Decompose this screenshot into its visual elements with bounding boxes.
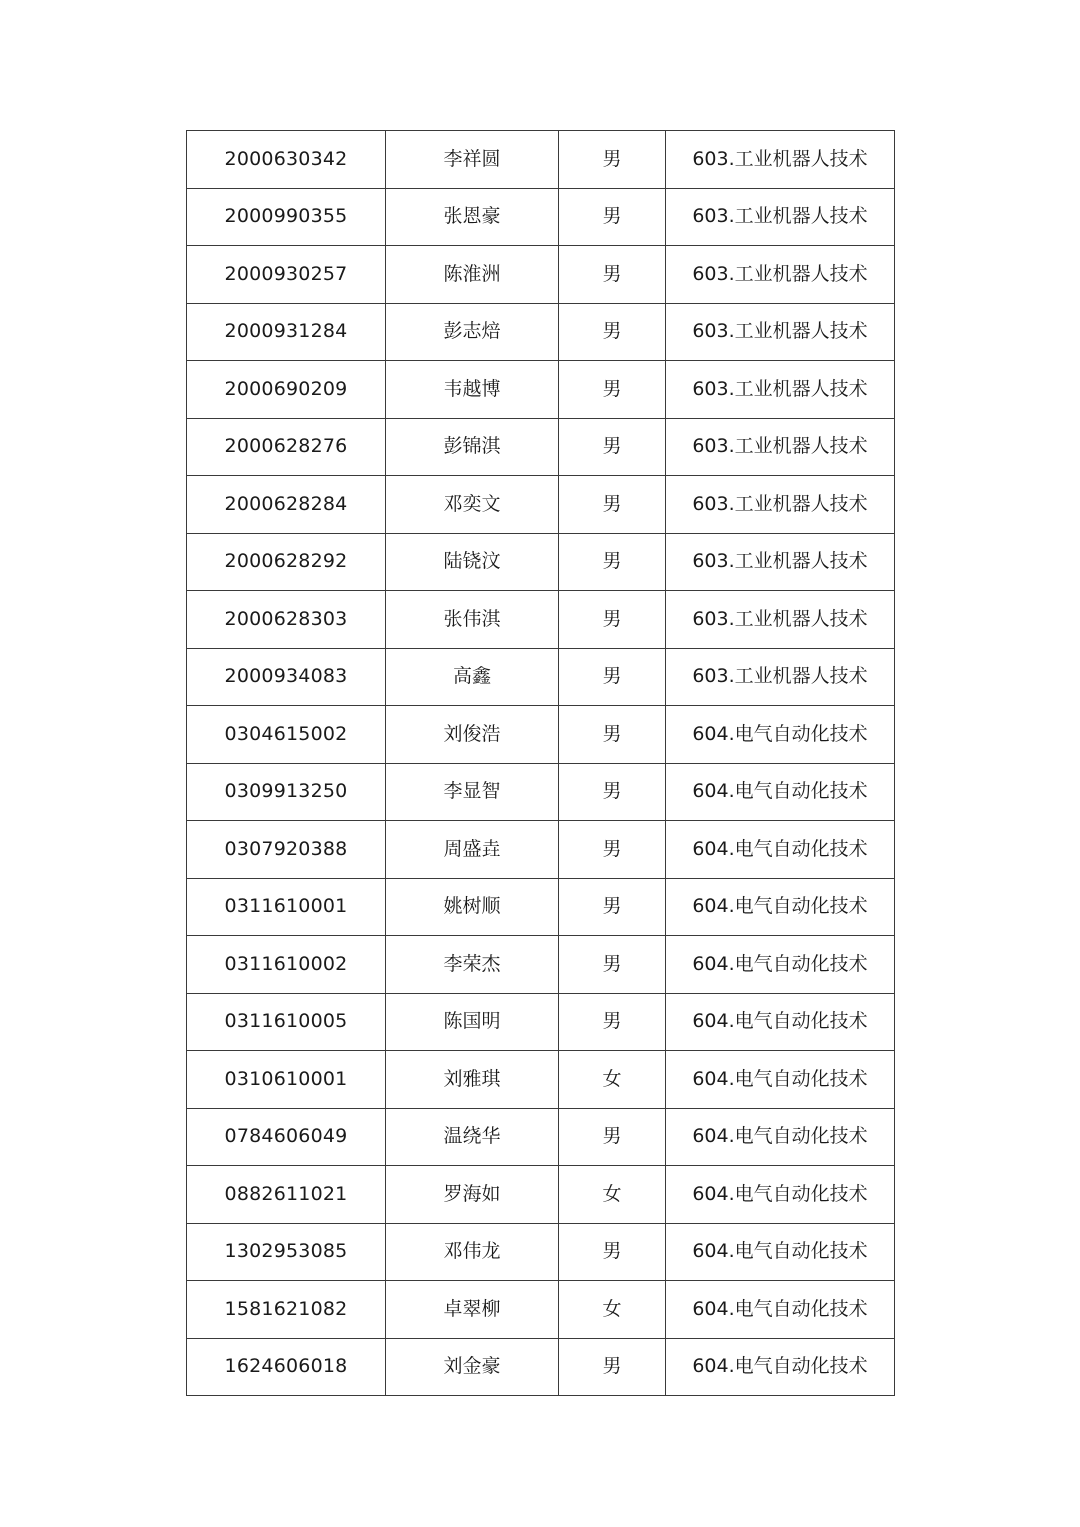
student-name-cell: 韦越博	[386, 361, 559, 419]
gender-cell: 男	[559, 246, 666, 304]
table-row	[187, 706, 895, 764]
gender-cell: 男	[559, 821, 666, 879]
student-id-cell: 0311610005	[187, 993, 386, 1051]
student-name-cell: 罗海如	[386, 1166, 559, 1224]
table-row	[187, 878, 895, 936]
gender-cell: 女	[559, 1051, 666, 1109]
student-name-cell: 陆铙汶	[386, 533, 559, 591]
table-row	[187, 648, 895, 706]
table-row	[187, 476, 895, 534]
student-id-cell: 0311610002	[187, 936, 386, 994]
major-cell: 604.电气自动化技术	[666, 763, 895, 821]
student-id-cell: 0784606049	[187, 1108, 386, 1166]
gender-cell: 男	[559, 763, 666, 821]
student-id-cell: 0311610001	[187, 878, 386, 936]
student-name-cell: 彭锦淇	[386, 418, 559, 476]
table-row	[187, 361, 895, 419]
student-id-cell: 2000630342	[187, 131, 386, 189]
student-name-cell: 刘俊浩	[386, 706, 559, 764]
student-name-cell: 周盛垚	[386, 821, 559, 879]
gender-cell: 女	[559, 1281, 666, 1339]
student-name-cell: 李祥圆	[386, 131, 559, 189]
student-roster-table	[186, 130, 895, 1396]
table-row	[187, 1223, 895, 1281]
gender-cell: 男	[559, 1338, 666, 1396]
student-id-cell: 2000628276	[187, 418, 386, 476]
table-row	[187, 936, 895, 994]
major-cell: 604.电气自动化技术	[666, 993, 895, 1051]
table-row	[187, 993, 895, 1051]
major-cell: 603.工业机器人技术	[666, 476, 895, 534]
student-id-cell: 0309913250	[187, 763, 386, 821]
student-name-cell: 邓奕文	[386, 476, 559, 534]
student-name-cell: 陈国明	[386, 993, 559, 1051]
gender-cell: 男	[559, 1108, 666, 1166]
gender-cell: 男	[559, 303, 666, 361]
student-id-cell: 2000934083	[187, 648, 386, 706]
student-name-cell: 刘雅琪	[386, 1051, 559, 1109]
student-name-cell: 李显智	[386, 763, 559, 821]
gender-cell: 男	[559, 533, 666, 591]
student-name-cell: 彭志焙	[386, 303, 559, 361]
student-name-cell: 姚树顺	[386, 878, 559, 936]
table-row	[187, 303, 895, 361]
student-id-cell: 2000628303	[187, 591, 386, 649]
student-name-cell: 高鑫	[386, 648, 559, 706]
gender-cell: 男	[559, 936, 666, 994]
student-id-cell: 2000931284	[187, 303, 386, 361]
table-row	[187, 821, 895, 879]
student-name-cell: 张恩豪	[386, 188, 559, 246]
student-id-cell: 2000690209	[187, 361, 386, 419]
major-cell: 604.电气自动化技术	[666, 1281, 895, 1339]
gender-cell: 男	[559, 648, 666, 706]
student-id-cell: 2000990355	[187, 188, 386, 246]
table-row	[187, 131, 895, 189]
table-row	[187, 533, 895, 591]
gender-cell: 男	[559, 361, 666, 419]
gender-cell: 男	[559, 476, 666, 534]
major-cell: 603.工业机器人技术	[666, 246, 895, 304]
table-row	[187, 591, 895, 649]
gender-cell: 男	[559, 188, 666, 246]
major-cell: 603.工业机器人技术	[666, 188, 895, 246]
major-cell: 604.电气自动化技术	[666, 1223, 895, 1281]
major-cell: 604.电气自动化技术	[666, 1051, 895, 1109]
table-row	[187, 418, 895, 476]
student-id-cell: 0310610001	[187, 1051, 386, 1109]
student-id-cell: 0307920388	[187, 821, 386, 879]
table-row	[187, 1108, 895, 1166]
gender-cell: 男	[559, 131, 666, 189]
table-row	[187, 188, 895, 246]
table-row	[187, 763, 895, 821]
table-row	[187, 1051, 895, 1109]
student-name-cell: 张伟淇	[386, 591, 559, 649]
roster-body	[187, 131, 895, 1396]
student-id-cell: 2000628284	[187, 476, 386, 534]
major-cell: 604.电气自动化技术	[666, 878, 895, 936]
major-cell: 604.电气自动化技术	[666, 1108, 895, 1166]
student-id-cell: 2000930257	[187, 246, 386, 304]
student-id-cell: 1302953085	[187, 1223, 386, 1281]
gender-cell: 男	[559, 418, 666, 476]
gender-cell: 男	[559, 706, 666, 764]
major-cell: 603.工业机器人技术	[666, 533, 895, 591]
major-cell: 603.工业机器人技术	[666, 591, 895, 649]
major-cell: 604.电气自动化技术	[666, 1338, 895, 1396]
table-row	[187, 1281, 895, 1339]
major-cell: 603.工业机器人技术	[666, 131, 895, 189]
student-name-cell: 李荣杰	[386, 936, 559, 994]
table-row	[187, 1166, 895, 1224]
major-cell: 604.电气自动化技术	[666, 821, 895, 879]
gender-cell: 女	[559, 1166, 666, 1224]
major-cell: 603.工业机器人技术	[666, 418, 895, 476]
major-cell: 603.工业机器人技术	[666, 648, 895, 706]
student-id-cell: 2000628292	[187, 533, 386, 591]
student-id-cell: 1581621082	[187, 1281, 386, 1339]
student-name-cell: 刘金豪	[386, 1338, 559, 1396]
major-cell: 604.电气自动化技术	[666, 706, 895, 764]
gender-cell: 男	[559, 993, 666, 1051]
major-cell: 604.电气自动化技术	[666, 1166, 895, 1224]
student-name-cell: 卓翠柳	[386, 1281, 559, 1339]
major-cell: 603.工业机器人技术	[666, 361, 895, 419]
gender-cell: 男	[559, 591, 666, 649]
student-id-cell: 1624606018	[187, 1338, 386, 1396]
gender-cell: 男	[559, 878, 666, 936]
major-cell: 603.工业机器人技术	[666, 303, 895, 361]
student-name-cell: 温绕华	[386, 1108, 559, 1166]
student-name-cell: 陈淮洲	[386, 246, 559, 304]
table-row	[187, 1338, 895, 1396]
gender-cell: 男	[559, 1223, 666, 1281]
student-id-cell: 0882611021	[187, 1166, 386, 1224]
student-id-cell: 0304615002	[187, 706, 386, 764]
table-row	[187, 246, 895, 304]
student-name-cell: 邓伟龙	[386, 1223, 559, 1281]
major-cell: 604.电气自动化技术	[666, 936, 895, 994]
